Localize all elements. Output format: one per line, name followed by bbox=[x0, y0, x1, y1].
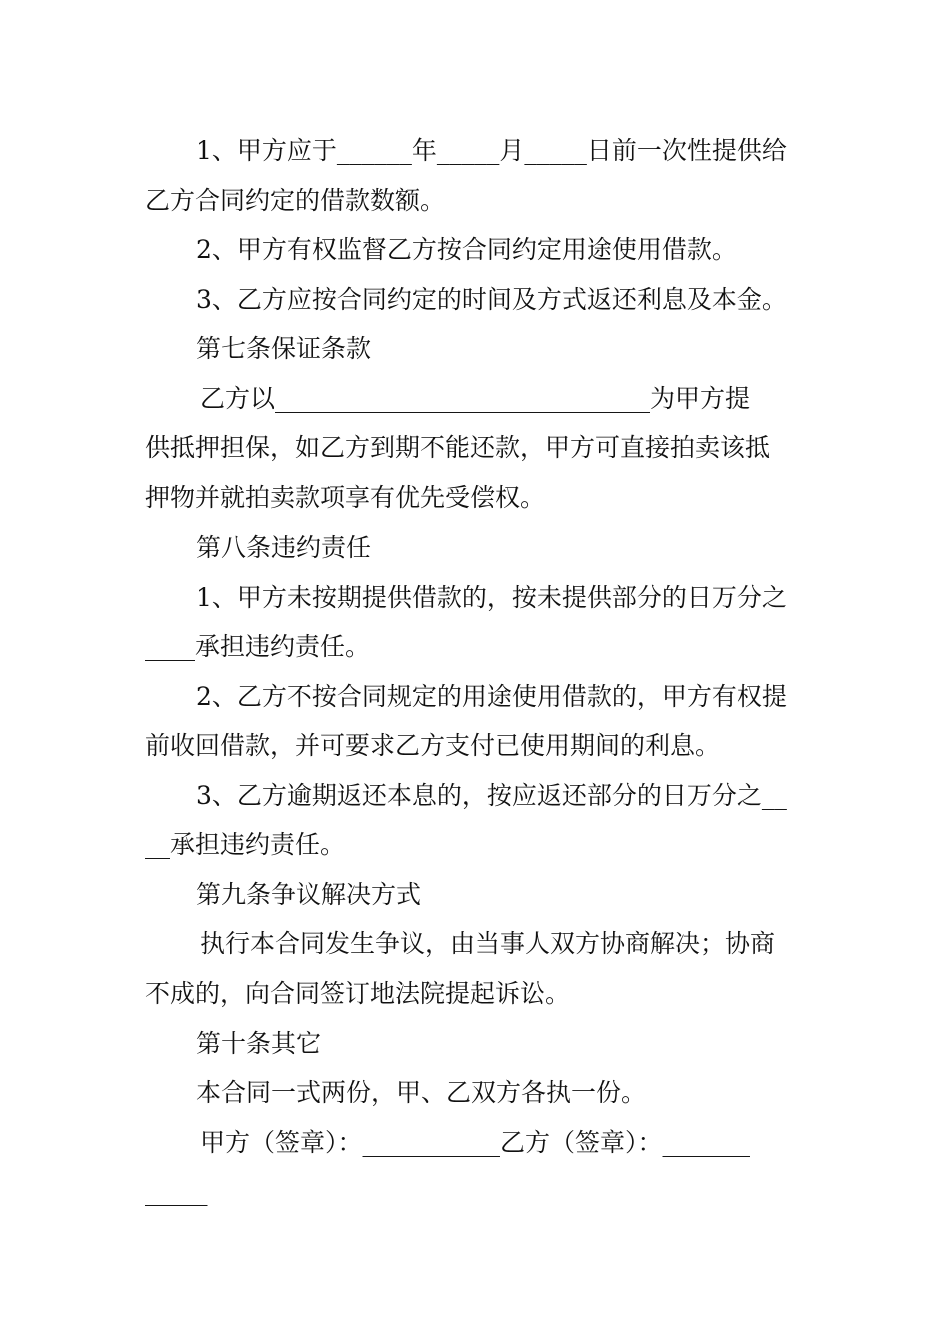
clause-8-item-3-line-1: 3、乙方逾期返还本息的，按应返还部分的日万分之__ bbox=[196, 781, 787, 810]
clause-10-heading: 第十条其它 bbox=[196, 1029, 322, 1058]
clause-7-text-line-3: 押物并就拍卖款项享有优先受偿权。 bbox=[145, 483, 546, 512]
clause-8-item-1-line-1: 1、甲方未按期提供借款的，按未提供部分的日万分之 bbox=[196, 583, 787, 612]
clause-9-heading: 第九条争议解决方式 bbox=[196, 880, 422, 909]
clause-6-item-1-line-2: 乙方合同约定的借款数额。 bbox=[145, 186, 446, 215]
clause-8-item-2-line-2: 前收回借款，并可要求乙方支付已使用期间的利息。 bbox=[145, 731, 721, 760]
clause-7-text-line-1: 乙方以______________________________为甲方提 bbox=[200, 384, 751, 413]
clause-7-heading: 第七条保证条款 bbox=[196, 334, 372, 363]
clause-8-item-1-line-2: ____承担违约责任。 bbox=[145, 632, 371, 661]
clause-9-text-line-2: 不成的，向合同签订地法院提起诉讼。 bbox=[145, 979, 571, 1008]
signature-line-cont: _____ bbox=[145, 1177, 208, 1206]
clause-6-item-2: 2、甲方有权监督乙方按合同约定用途使用借款。 bbox=[196, 235, 737, 264]
clause-8-item-2-line-1: 2、乙方不按合同规定的用途使用借款的，甲方有权提 bbox=[196, 682, 787, 711]
clause-9-text-line-1: 执行本合同发生争议，由当事人双方协商解决；协商 bbox=[200, 929, 776, 958]
clause-10-text: 本合同一式两份，甲、乙双方各执一份。 bbox=[196, 1078, 647, 1107]
clause-6-item-3: 3、乙方应按合同约定的时间及方式返还利息及本金。 bbox=[196, 285, 787, 314]
signature-line: 甲方（签章）：___________乙方（签章）：_______ bbox=[200, 1128, 751, 1157]
clause-8-item-3-line-2: __承担违约责任。 bbox=[145, 830, 346, 859]
clause-7-text-line-2: 供抵押担保，如乙方到期不能还款，甲方可直接拍卖该抵 bbox=[145, 433, 771, 462]
clause-6-item-1-line-1: 1、甲方应于______年_____月_____日前一次性提供给 bbox=[196, 136, 787, 165]
clause-8-heading: 第八条违约责任 bbox=[196, 533, 372, 562]
